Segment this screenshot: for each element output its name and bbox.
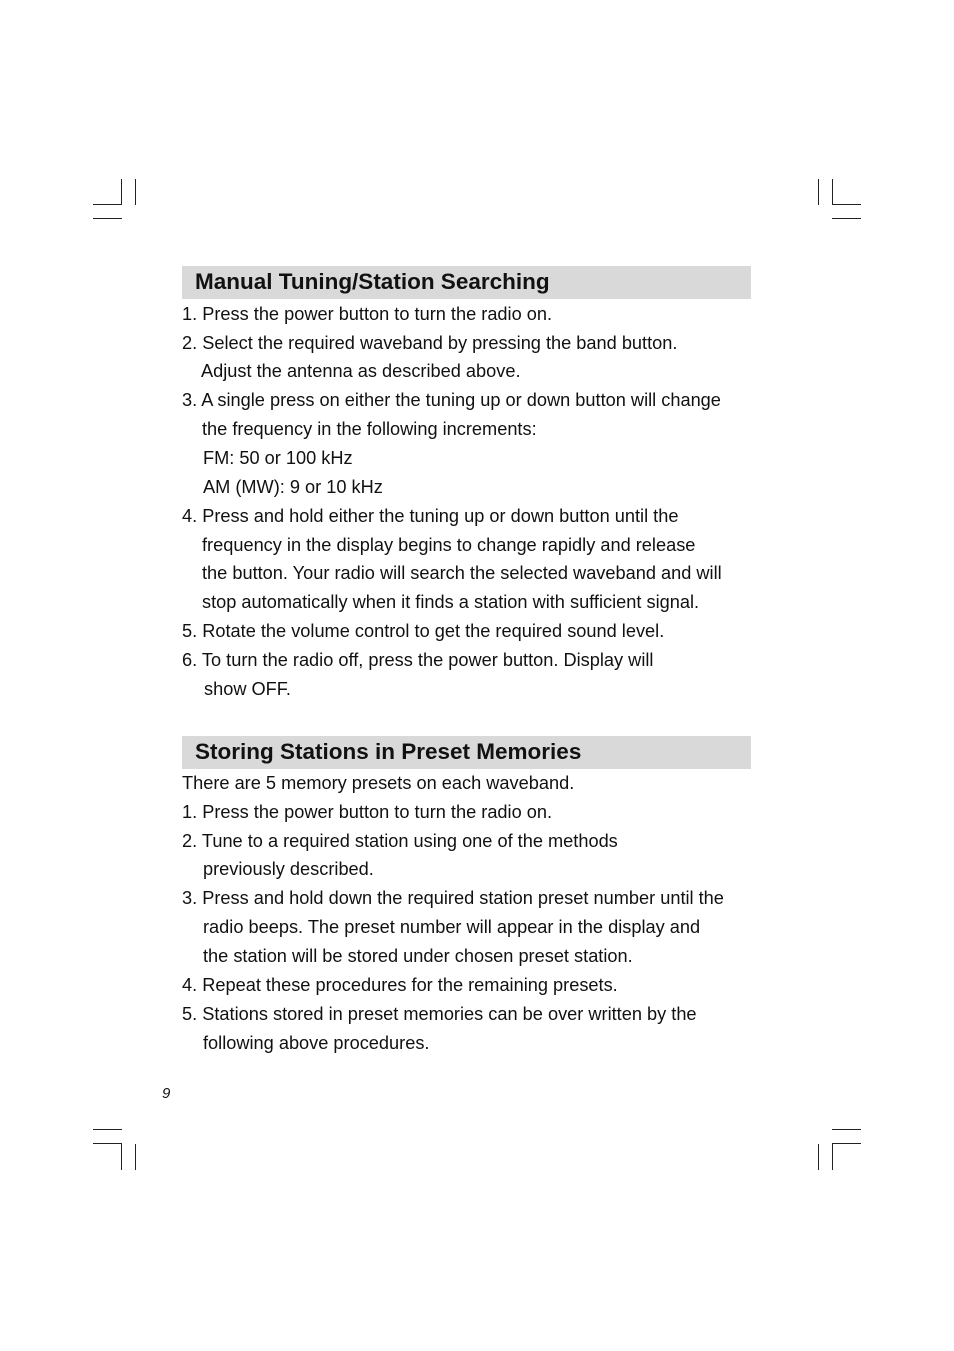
instruction-line: 1. Press the power button to turn the radio on. — [182, 304, 553, 324]
instruction-line: following above procedures. — [203, 1033, 430, 1053]
page-number: 9 — [162, 1085, 171, 1102]
crop-mark — [818, 1144, 819, 1170]
instruction-line: 5. Stations stored in preset memories can be over written by the — [182, 1004, 697, 1024]
instruction-line: FM: 50 or 100 kHz — [203, 448, 353, 468]
instruction-line: stop automatically when it finds a station with sufficient signal. — [202, 592, 700, 612]
instruction-line: frequency in the display begins to change rapidly and release — [202, 535, 696, 555]
instruction-line: AM (MW): 9 or 10 kHz — [203, 477, 383, 497]
instruction-line: 4. Repeat these procedures for the remaining presets. — [182, 975, 618, 995]
crop-mark — [93, 204, 122, 205]
instruction-line: previously described. — [203, 859, 374, 879]
instruction-line: Adjust the antenna as described above. — [201, 361, 521, 381]
instruction-line: 4. Press and hold either the tuning up or down button until the — [182, 506, 679, 526]
instruction-line: the frequency in the following increments: — [202, 419, 537, 439]
crop-mark — [135, 179, 136, 205]
crop-mark — [93, 1143, 122, 1144]
crop-mark — [832, 218, 861, 219]
instruction-line: 2. Select the required waveband by pressing the band button. — [182, 333, 678, 353]
instruction-line: show OFF. — [204, 679, 291, 699]
crop-mark — [832, 1144, 833, 1170]
crop-mark — [135, 1144, 136, 1170]
instruction-line: 6. To turn the radio off, press the power button. Display will — [182, 650, 654, 670]
crop-mark — [121, 179, 122, 205]
crop-mark — [121, 1144, 122, 1170]
instruction-line: 2. Tune to a required station using one of the methods — [182, 831, 618, 851]
instruction-line: There are 5 memory presets on each waveband. — [182, 773, 575, 793]
section-title: Storing Stations in Preset Memories — [195, 739, 582, 764]
instruction-line: 3. Press and hold down the required station preset number until the — [182, 888, 724, 908]
instruction-line: 1. Press the power button to turn the radio on. — [182, 802, 553, 822]
section-title: Manual Tuning/Station Searching — [195, 269, 550, 294]
crop-mark — [832, 1143, 861, 1144]
instruction-line: the station will be stored under chosen preset station. — [203, 946, 633, 966]
section-header-manual-tuning — [182, 266, 751, 299]
crop-mark — [832, 179, 833, 205]
crop-mark — [93, 218, 122, 219]
instruction-line: the button. Your radio will search the selected waveband and will — [202, 563, 722, 583]
instruction-line: 3. A single press on either the tuning up or down button will change — [182, 390, 721, 410]
crop-mark — [818, 179, 819, 205]
crop-mark — [832, 1129, 861, 1130]
instruction-line: radio beeps. The preset number will appear in the display and — [203, 917, 701, 937]
instruction-line: 5. Rotate the volume control to get the required sound level. — [182, 621, 665, 641]
section-header-preset-memories — [182, 736, 751, 769]
crop-mark — [93, 1129, 122, 1130]
crop-mark — [832, 204, 861, 205]
